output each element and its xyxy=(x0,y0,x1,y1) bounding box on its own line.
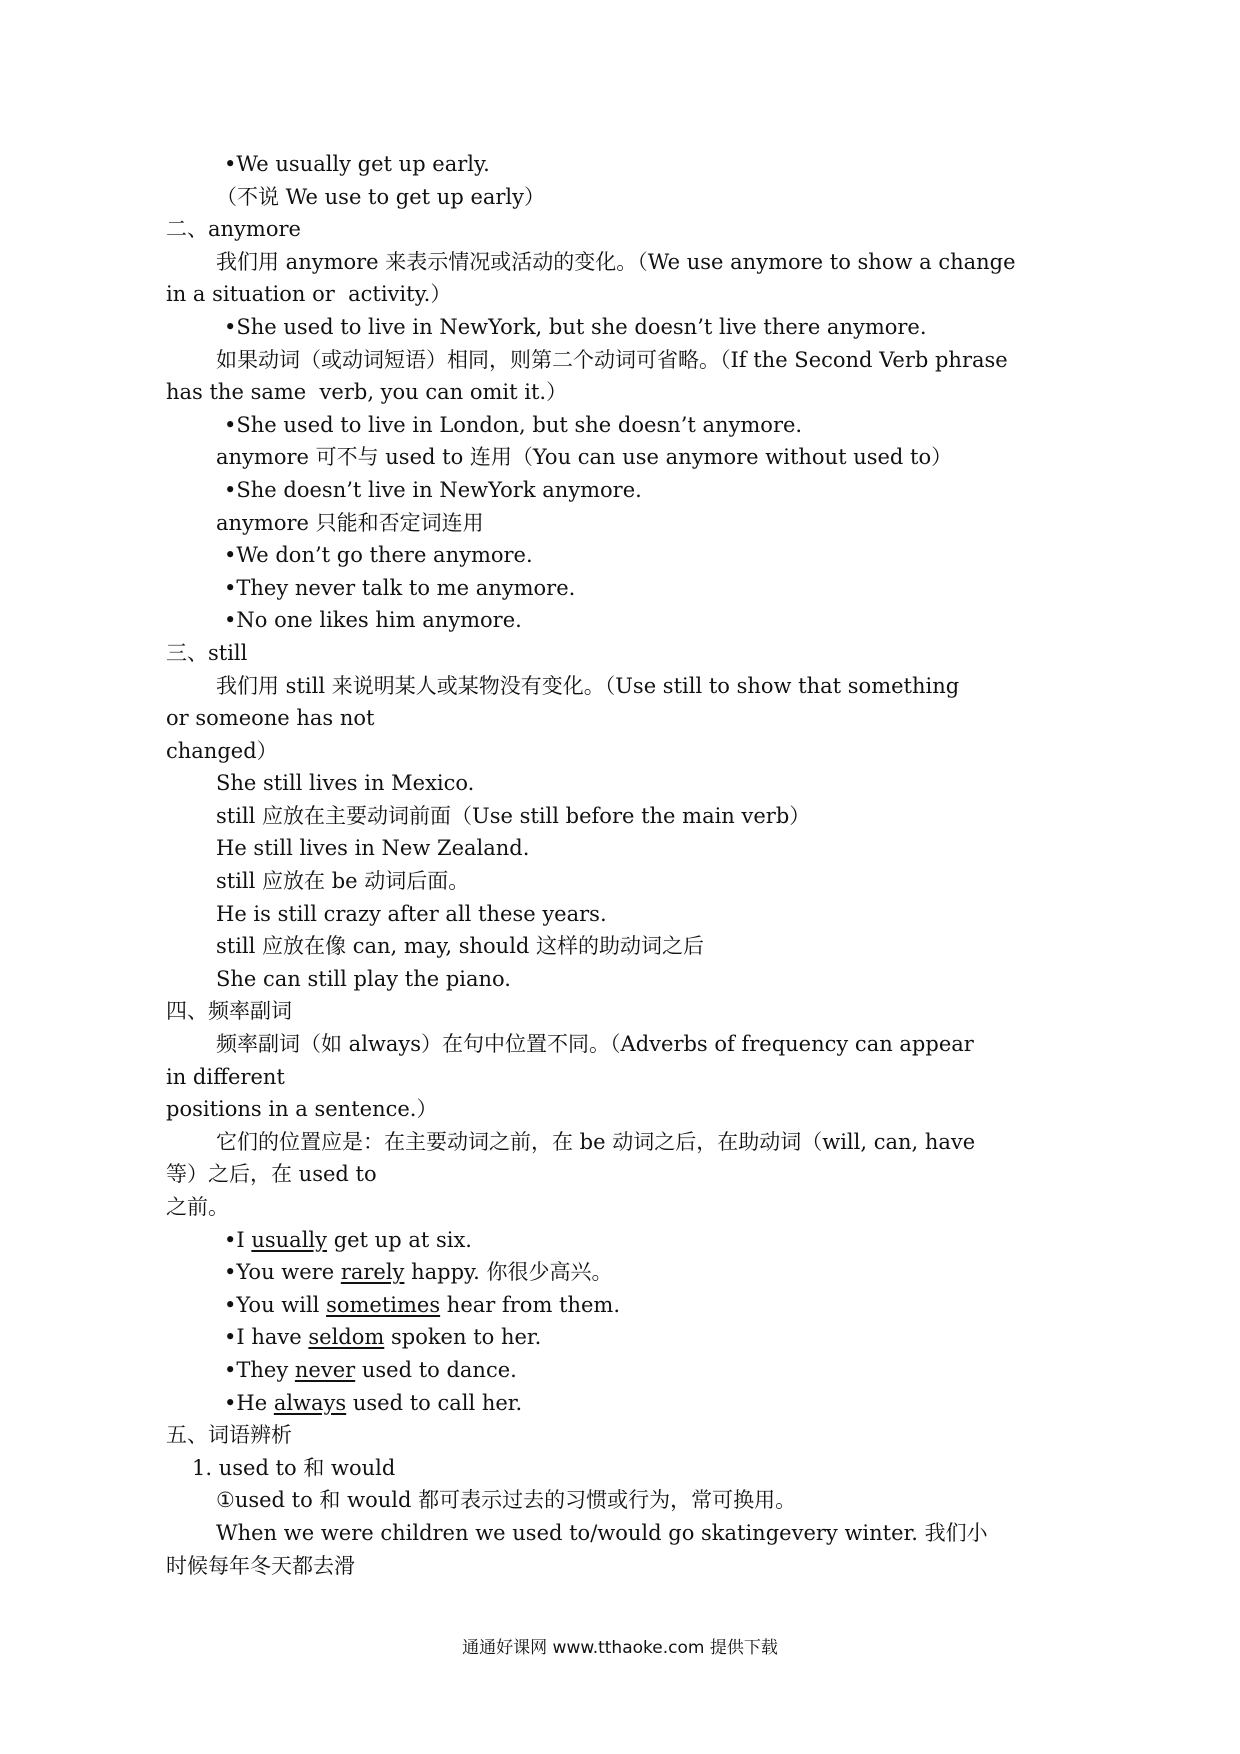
text-line xyxy=(166,344,1086,377)
text-span: still 应放在像 can, may, should 这样的助动词之后 xyxy=(216,934,705,959)
text-line xyxy=(166,832,1086,865)
text-line xyxy=(166,865,1086,898)
text-span: •They xyxy=(224,1357,295,1382)
text-line xyxy=(166,670,1086,703)
text-line xyxy=(166,1028,1086,1061)
text-span: in different xyxy=(166,1064,285,1089)
document-body xyxy=(166,148,1086,1582)
text-span: He still lives in New Zealand. xyxy=(216,836,530,861)
text-span: in a situation or activity.） xyxy=(166,282,452,307)
text-line xyxy=(166,474,1086,507)
text-line xyxy=(166,963,1086,996)
text-span: 如果动词（或动词短语）相同，则第二个动词可省略。（If the Second Verb phrase xyxy=(216,347,1008,372)
text-span: •She doesn’t live in NewYork anymore. xyxy=(224,477,642,502)
text-span: •No one likes him anymore. xyxy=(224,608,522,633)
text-line xyxy=(166,1517,1086,1550)
text-span: 二、anymore xyxy=(166,217,301,242)
text-line xyxy=(166,1484,1086,1517)
text-span: She still lives in Mexico. xyxy=(216,771,475,796)
text-line xyxy=(166,1224,1086,1257)
text-span: •We usually get up early. xyxy=(224,152,490,176)
text-line xyxy=(166,441,1086,474)
underlined-word: always xyxy=(273,1390,347,1415)
text-line xyxy=(166,1452,1086,1485)
text-span: •You will xyxy=(224,1292,327,1317)
text-span: 1. used to 和 would xyxy=(192,1455,396,1480)
text-line xyxy=(166,800,1086,833)
text-line xyxy=(166,1061,1086,1094)
text-line xyxy=(166,1191,1086,1224)
text-span: •She used to live in NewYork, but she doesn’t live there anymore. xyxy=(224,314,927,339)
text-span: used to dance. xyxy=(355,1357,517,1382)
text-span: She can still play the piano. xyxy=(216,966,511,991)
text-line xyxy=(166,572,1086,605)
text-span: still 应放在主要动词前面（Use still before the main verb） xyxy=(216,803,811,828)
text-line xyxy=(166,1387,1086,1420)
text-line xyxy=(166,1321,1086,1354)
text-line xyxy=(166,1550,1086,1583)
text-line xyxy=(166,148,1086,181)
text-line xyxy=(166,637,1086,670)
text-span: spoken to her. xyxy=(384,1325,542,1350)
text-span: 四、频率副词 xyxy=(166,999,292,1024)
text-line xyxy=(166,1126,1086,1159)
page-footer: 通通好课网 www.tthaoke.com 提供下载 xyxy=(462,1638,778,1658)
text-span: •I have xyxy=(224,1325,309,1350)
text-line xyxy=(166,898,1086,931)
text-span: 频率副词（如 always）在句中位置不同。（Adverbs of frequency can appear xyxy=(216,1032,974,1057)
text-span: 它们的位置应是：在主要动词之前，在 be 动词之后，在助动词（will, can, have xyxy=(216,1129,976,1154)
underlined-word: usually xyxy=(251,1227,328,1252)
text-span: 之前。 xyxy=(166,1195,229,1219)
text-span: used to call her. xyxy=(346,1390,523,1415)
text-line xyxy=(166,1093,1086,1126)
text-span: •We don’t go there anymore. xyxy=(224,543,533,568)
text-span: anymore 可不与 used to 连用（You can use anymore without used to） xyxy=(216,445,953,470)
text-span: happy. 你很少高兴。 xyxy=(404,1260,613,1285)
text-line xyxy=(166,1354,1086,1387)
text-span: •I xyxy=(224,1227,252,1252)
text-line xyxy=(166,604,1086,637)
text-span: 我们用 anymore 来表示情况或活动的变化。（We use anymore to show a change xyxy=(216,249,1016,274)
text-line xyxy=(166,311,1086,344)
text-span: （不说 We use to get up early） xyxy=(216,184,546,209)
text-span: positions in a sentence.） xyxy=(166,1097,438,1122)
underlined-word: sometimes xyxy=(326,1292,441,1317)
text-line xyxy=(166,181,1086,214)
text-line xyxy=(166,1256,1086,1289)
text-line xyxy=(166,735,1086,768)
text-span: 等）之后，在 used to xyxy=(166,1162,377,1187)
text-line xyxy=(166,409,1086,442)
text-line xyxy=(166,1158,1086,1191)
underlined-word: rarely xyxy=(340,1260,405,1285)
text-line xyxy=(166,539,1086,572)
text-line xyxy=(166,1419,1086,1452)
text-line xyxy=(166,702,1086,735)
text-span: •You were xyxy=(224,1260,341,1285)
text-line xyxy=(166,278,1086,311)
underlined-word: seldom xyxy=(308,1325,385,1350)
text-line xyxy=(166,767,1086,800)
text-line xyxy=(166,213,1086,246)
text-line xyxy=(166,507,1086,540)
text-span: has the same verb, you can omit it.） xyxy=(166,380,568,405)
text-span: He is still crazy after all these years. xyxy=(216,901,607,926)
text-line xyxy=(166,995,1086,1028)
text-span: 三、still xyxy=(166,640,248,665)
text-span: anymore 只能和否定词连用 xyxy=(216,510,484,535)
text-span: get up at six. xyxy=(327,1227,472,1252)
text-line xyxy=(166,246,1086,279)
text-span: •They never talk to me anymore. xyxy=(224,575,576,600)
text-line xyxy=(166,376,1086,409)
text-line xyxy=(166,930,1086,963)
text-span: hear from them. xyxy=(440,1292,621,1317)
text-span: 我们用 still 来说明某人或某物没有变化。（Use still to show that something xyxy=(216,673,960,698)
text-span: 时候每年冬天都去滑 xyxy=(166,1553,355,1578)
text-span: When we were children we used to/would go skatingevery winter. 我们小 xyxy=(216,1520,988,1545)
underlined-word: never xyxy=(294,1357,356,1382)
text-span: changed） xyxy=(166,738,278,763)
text-line xyxy=(166,1289,1086,1322)
text-span: still 应放在 be 动词后面。 xyxy=(216,869,470,894)
text-span: 五、词语辨析 xyxy=(166,1423,292,1448)
text-span: ①used to 和 would 都可表示过去的习惯或行为，常可换用。 xyxy=(216,1488,797,1513)
text-span: or someone has not xyxy=(166,706,375,731)
text-span: •She used to live in London, but she doesn’t anymore. xyxy=(224,412,803,437)
text-span: •He xyxy=(224,1390,274,1415)
